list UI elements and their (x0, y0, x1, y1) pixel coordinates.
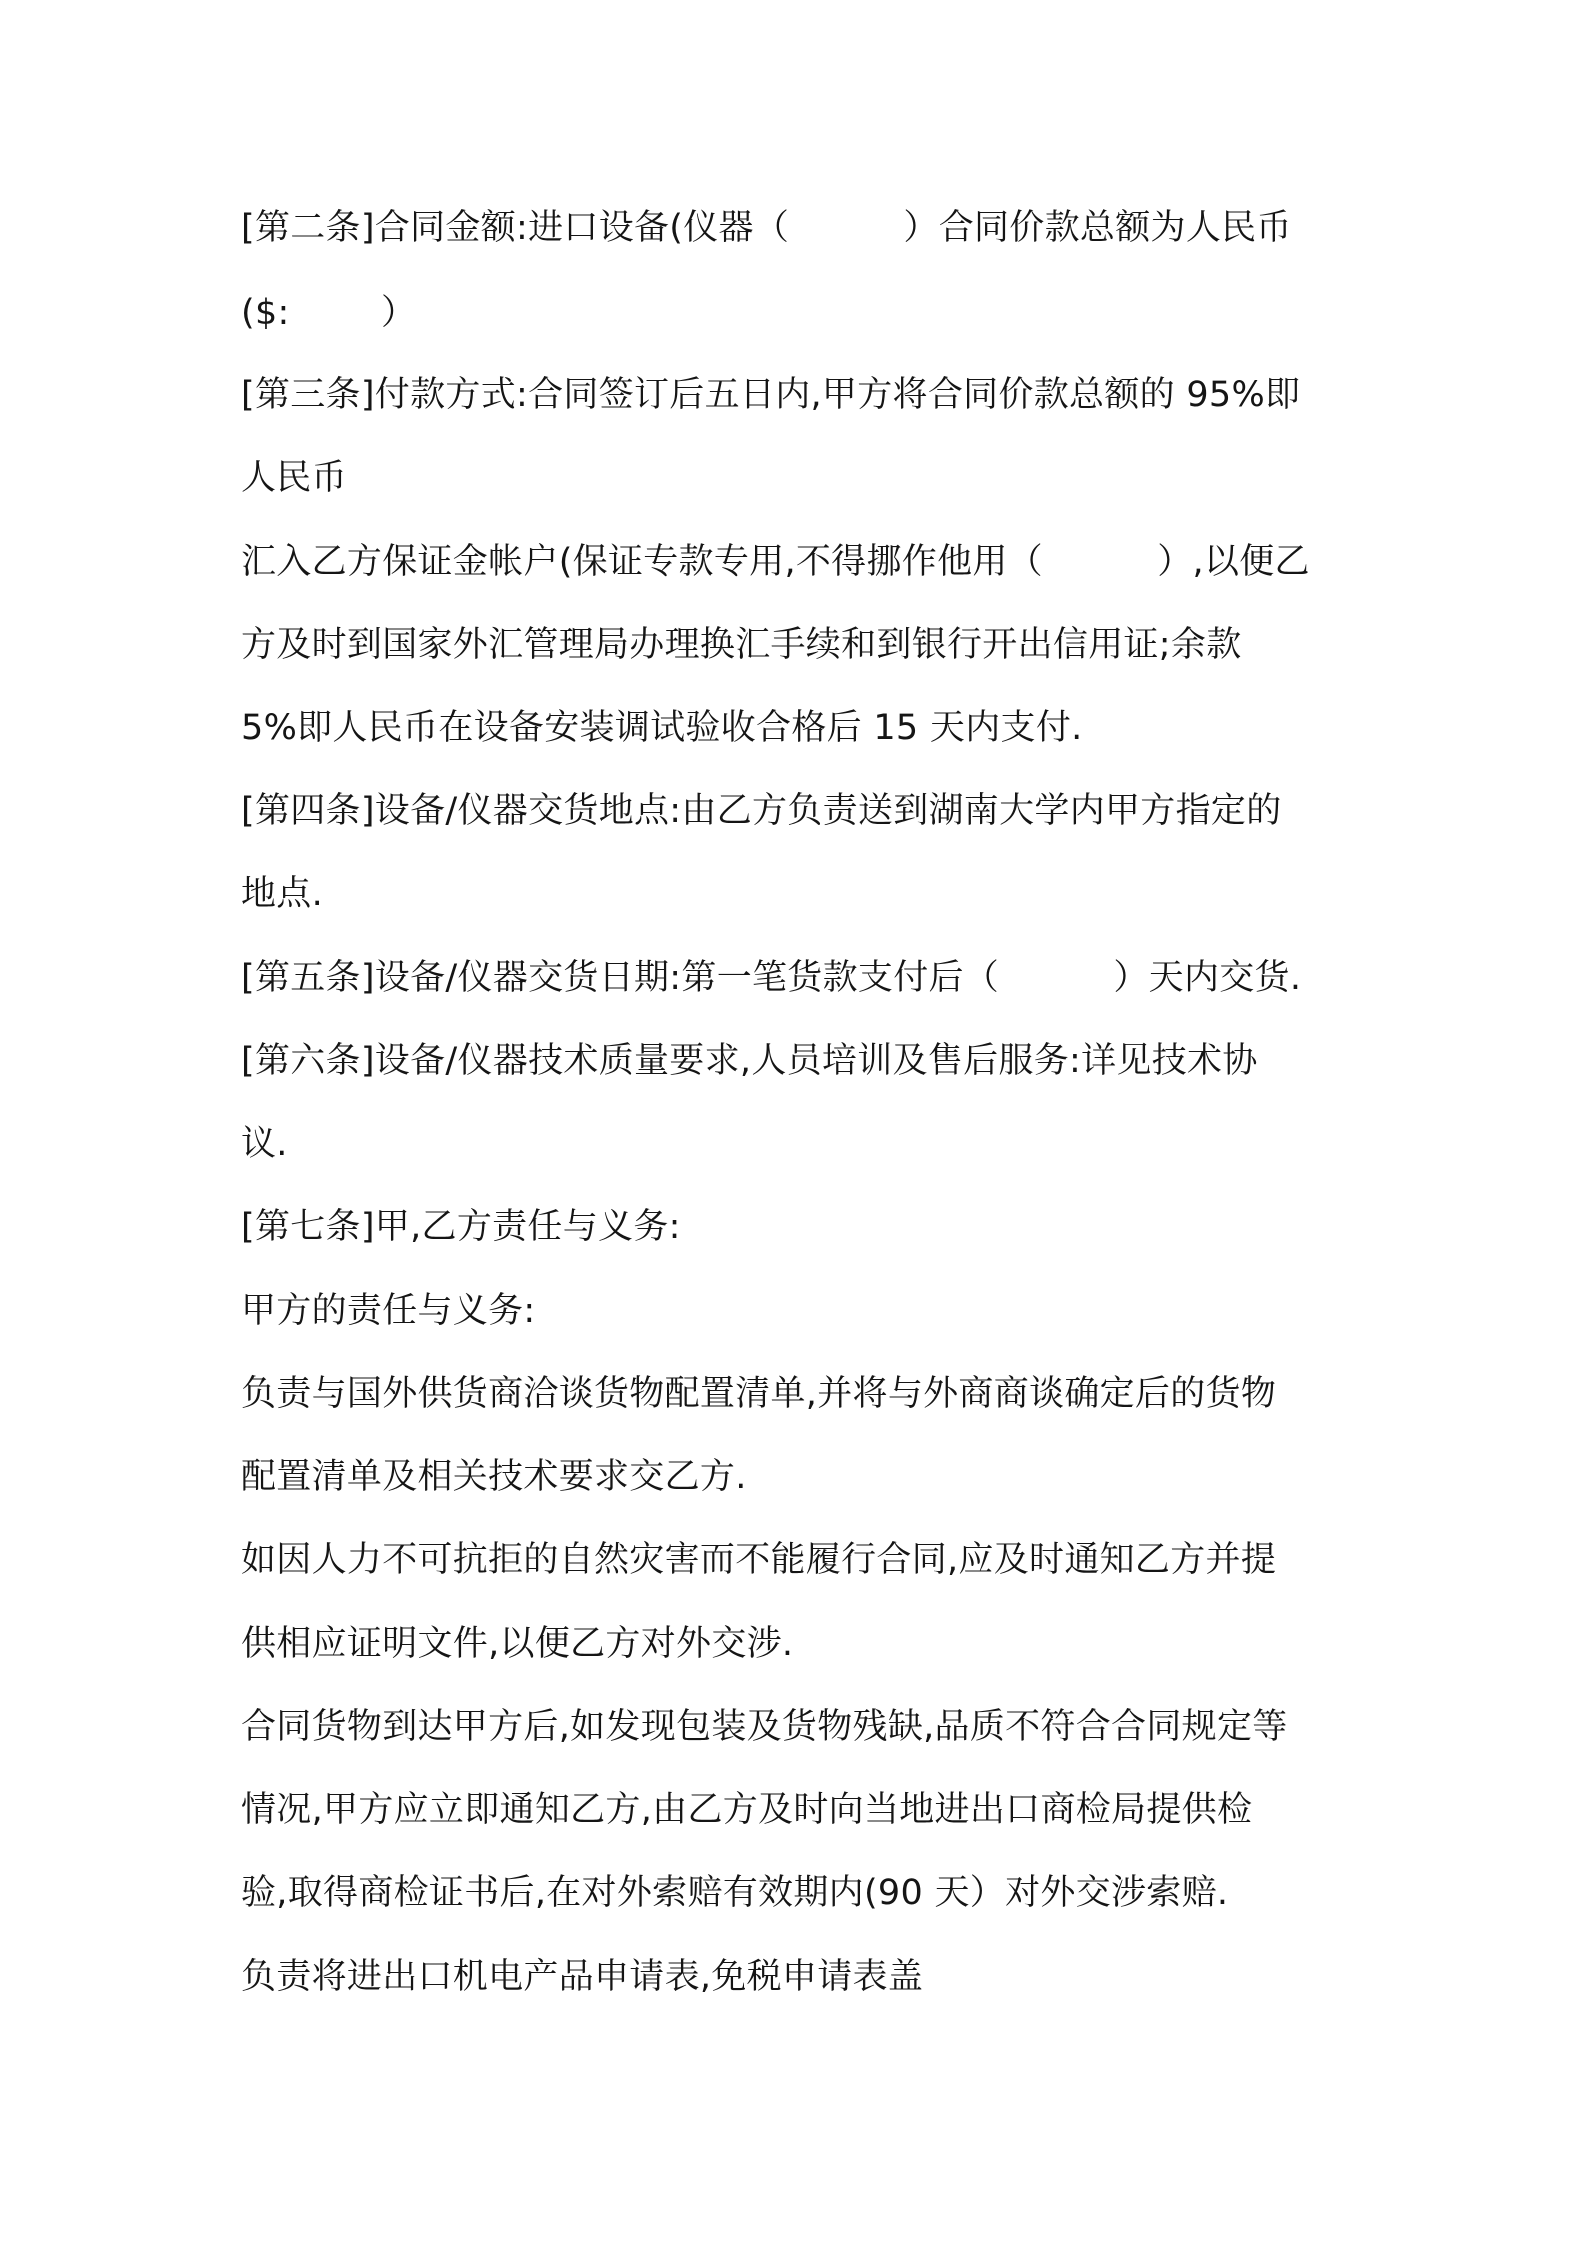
text-line-article-4-delivery-place: [第四条]设备/仪器交货地点:由乙方负责送到湖南大学内甲方指定的 (241, 791, 1282, 831)
text-line-article-2-amount: [第二条]合同金额:进口设备(仪器（ ）合同价款总额为人民币 (241, 208, 1292, 248)
text-line-inspection-claim: 验,取得商检证书后,在对外索赔有效期内(90 天）对外交涉索赔. (241, 1873, 1229, 1913)
text-line-exchange-credit: 方及时到国家外汇管理局办理换汇手续和到银行开出信用证;余款 (241, 625, 1242, 665)
text-line-article-5-delivery-date: [第五条]设备/仪器交货日期:第一笔货款支付后（ ）天内交货. (241, 958, 1302, 998)
text-line-deposit-account: 汇入乙方保证金帐户(保证专款专用,不得挪作他用（ ）,以便乙 (241, 542, 1310, 582)
text-line-config-list: 配置清单及相关技术要求交乙方. (241, 1457, 747, 1497)
text-line-article-3-payment: [第三条]付款方式:合同签订后五日内,甲方将合同价款总额的 95%即 (241, 375, 1301, 415)
text-line-amount-usd: ($: ） (241, 293, 417, 333)
text-line-notify-party-b: 情况,甲方应立即通知乙方,由乙方及时向当地进出口商检局提供检 (241, 1790, 1253, 1830)
text-line-place: 地点. (241, 874, 324, 914)
text-line-negotiate-list: 负责与国外供货商洽谈货物配置清单,并将与外商商谈确定后的货物 (241, 1374, 1277, 1414)
text-line-application-forms: 负责将进出口机电产品申请表,免税申请表盖 (241, 1957, 924, 1997)
text-line-article-6-quality: [第六条]设备/仪器技术质量要求,人员培训及售后服务:详见技术协 (241, 1041, 1258, 1081)
text-line-party-a-heading: 甲方的责任与义务: (241, 1291, 536, 1331)
text-line-force-majeure: 如因人力不可抗拒的自然灾害而不能履行合同,应及时通知乙方并提 (241, 1540, 1277, 1580)
text-line-rmb: 人民币 (241, 458, 347, 498)
text-line-goods-arrival: 合同货物到达甲方后,如发现包装及货物残缺,品质不符合合同规定等 (241, 1707, 1288, 1747)
text-line-balance-payment: 5%即人民币在设备安装调试验收合格后 15 天内支付. (241, 708, 1083, 748)
text-line-proof-documents: 供相应证明文件,以便乙方对外交涉. (241, 1624, 794, 1664)
text-line-agreement: 议. (241, 1124, 288, 1164)
text-line-article-7-responsibilities: [第七条]甲,乙方责任与义务: (241, 1207, 681, 1247)
